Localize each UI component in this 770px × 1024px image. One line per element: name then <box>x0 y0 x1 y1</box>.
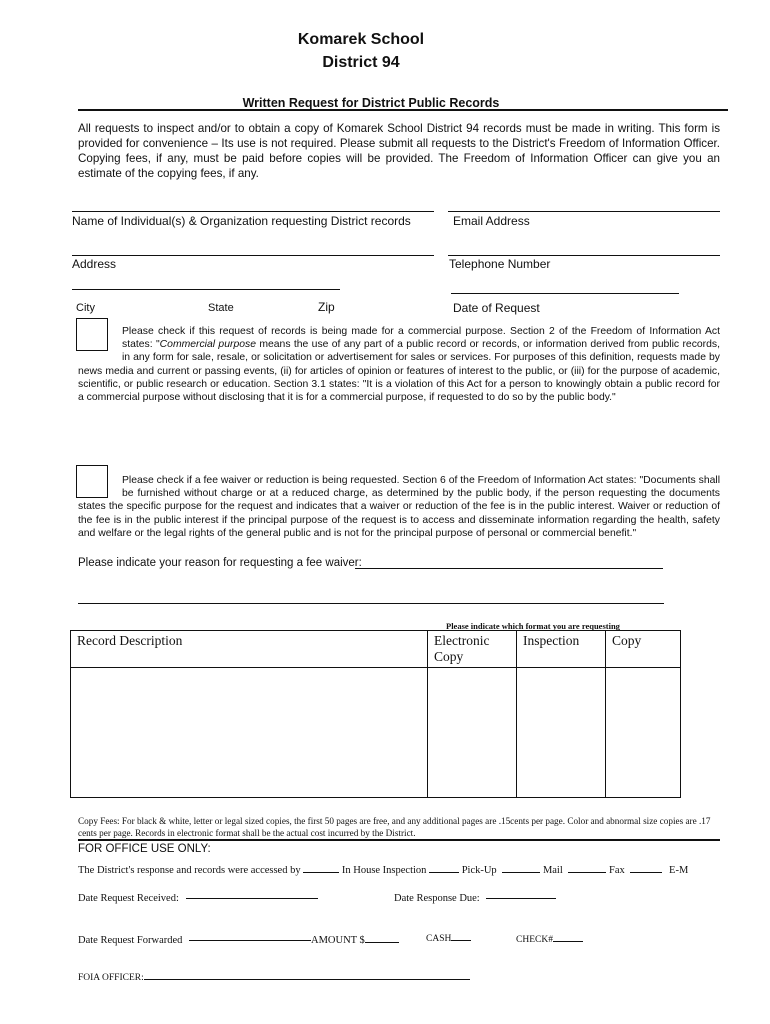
commercial-text-b: means the use of any part of a public record or records, or information derived from public records, in any form for sale, resale, or solicitation or advertisement for sales or services. For purposes of this definition, requests made by news media and current or passing events, (ii) for articles of opinion or features of interest to the public, or (iii) for the purpose of academic, scientific, or public research or education. Section 3.1 states: "It is a violation of this Act for a person to knowingly obtain a public record for a commercial purpose without disclosing that it is for a commercial purpose, if requested to do so by the public body." <box>78 339 720 404</box>
telephone-field[interactable] <box>448 255 720 256</box>
commercial-purpose-text <box>78 325 720 404</box>
inhouse-option: In House Inspection <box>341 865 427 876</box>
date-forwarded-field[interactable] <box>189 940 311 941</box>
table-header-row <box>71 631 681 668</box>
check-label: CHECK# <box>516 935 553 945</box>
copy-fees-note: Copy Fees: For black & white, letter or legal sized copies, the first 50 pages are free, and any additional pages are .15cents per page. Color and abnormal size copies are .17 cents per page. Records in electronic format shall be the actual cost incurred by the District. <box>78 816 711 838</box>
commercial-text-a: Please check if this request of records is being made for a commercial purpose. Section 2 of the Freedom of Information Act states: " <box>122 326 720 351</box>
check-field[interactable] <box>553 941 583 942</box>
table-row <box>71 668 681 798</box>
title-rule <box>78 109 728 111</box>
zip-label: Zip <box>318 300 335 314</box>
email-option: E-M <box>669 865 689 876</box>
date-of-request-label: Date of Request <box>453 301 540 315</box>
records-table <box>70 630 681 798</box>
city-label: City <box>76 302 95 314</box>
cash-label: CASH <box>426 934 452 944</box>
foia-officer-label: FOIA OFFICER: <box>78 973 144 983</box>
address-field[interactable] <box>72 255 434 256</box>
date-forwarded-label: Date Request Forwarded <box>78 935 183 946</box>
email-field[interactable] <box>448 211 720 212</box>
fee-waiver-body: Please check if a fee waiver or reduction is being requested. Section 6 of the Freedom of Information Act states: "Documents shall be furnished without charge or at a reduced charge, as determined by the public body, if the person requesting the documents states the specific purpose for the request and indicates that a waiver or reduction of the fee is in the public interest. Waiver or reduction of the fee is in the public interest if the principal purpose of the request is to access and disseminate information regarding the health, safety and welfare or the legal rights of the general public and is not for the principal purpose of personal or commercial benefit." <box>78 475 720 539</box>
inhouse-blank[interactable] <box>303 872 339 873</box>
email-label: Email Address <box>453 214 530 228</box>
checkbox-spacer <box>78 325 122 355</box>
inspection-cell[interactable] <box>517 668 606 798</box>
date-forwarded-line <box>78 935 399 946</box>
foia-officer-field[interactable] <box>144 979 470 980</box>
name-label: Name of Individual(s) & Organization requesting District records <box>72 214 411 228</box>
intro-paragraph: All requests to inspect and/or to obtain a copy of Komarek School District 94 records must be made in writing. This form is provided for convenience – Its use is not required. Please submit all requests to the District's Freedom of Information Officer. Copying fees, if any, must be paid before copies will be provided. The Freedom of Information Officer can give you an estimate of the copying fees, if any. <box>78 122 720 180</box>
office-use-heading: FOR OFFICE USE ONLY: <box>78 843 211 855</box>
office-rule <box>78 839 720 841</box>
fee-waiver-reason-field-2[interactable] <box>78 603 664 604</box>
accessed-by-label: The District's response and records were accessed by <box>78 865 301 876</box>
date-received-field[interactable] <box>186 898 318 899</box>
address-label: Address <box>72 257 117 271</box>
email-blank[interactable] <box>630 872 662 873</box>
school-name: Komarek School <box>297 31 425 48</box>
pickup-option: Pick-Up <box>461 865 497 876</box>
fee-waiver-text <box>78 474 720 540</box>
header-record-description: Record Description <box>71 631 428 668</box>
checkbox-spacer <box>78 474 122 500</box>
accessed-by-line <box>78 865 688 876</box>
header-electronic-copy: Electronic Copy <box>428 631 517 668</box>
date-response-due-field[interactable] <box>486 898 556 899</box>
fax-blank[interactable] <box>568 872 606 873</box>
date-response-due-label: Date Response Due: <box>394 893 480 904</box>
amount-label: AMOUNT $ <box>311 935 365 946</box>
date-response-due-line <box>394 893 556 904</box>
record-description-cell[interactable] <box>71 668 428 798</box>
check-line <box>516 935 583 945</box>
commercial-term: Commercial purpose <box>159 339 256 351</box>
pickup-blank[interactable] <box>429 872 459 873</box>
copy-cell[interactable] <box>606 668 681 798</box>
state-label: State <box>208 302 234 314</box>
fax-option: Fax <box>609 865 625 876</box>
date-received-label: Date Request Received: <box>78 893 179 904</box>
date-of-request-field[interactable] <box>451 293 679 294</box>
header-copy: Copy <box>606 631 681 668</box>
cash-line <box>426 934 471 944</box>
telephone-label: Telephone Number <box>449 257 551 271</box>
mail-option: Mail <box>542 865 563 876</box>
header-inspection: Inspection <box>517 631 606 668</box>
foia-officer-line <box>78 973 470 983</box>
district-name: District 94 <box>322 54 400 71</box>
electronic-copy-cell[interactable] <box>428 668 517 798</box>
format-note: Please indicate which format you are requesting <box>446 621 620 631</box>
cash-field[interactable] <box>451 940 471 941</box>
mail-blank[interactable] <box>502 872 540 873</box>
date-received-line <box>78 893 318 904</box>
fee-waiver-reason-label: Please indicate your reason for requesting a fee waiver: <box>78 557 362 569</box>
fee-waiver-reason-field[interactable] <box>355 568 663 569</box>
city-state-zip-field[interactable] <box>72 289 340 290</box>
amount-field[interactable] <box>365 942 399 943</box>
form-title: Written Request for District Public Records <box>242 96 500 110</box>
name-field[interactable] <box>72 211 434 212</box>
